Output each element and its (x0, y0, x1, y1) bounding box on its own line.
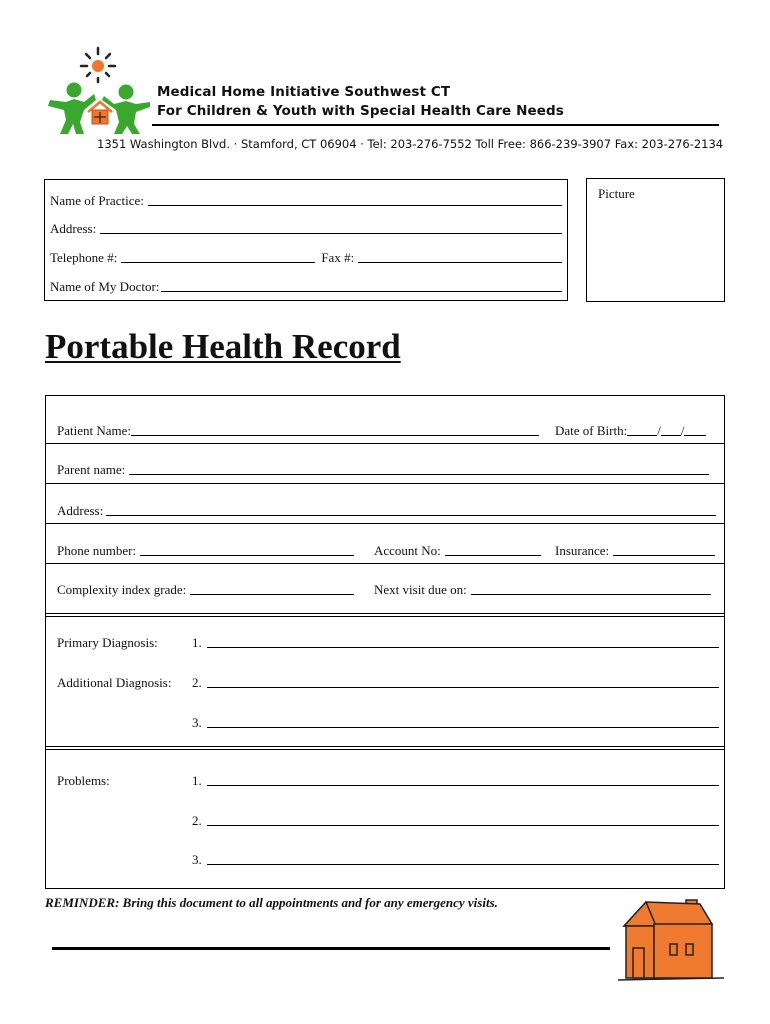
picture-label: Picture (598, 186, 635, 201)
insurance-field[interactable] (613, 555, 715, 556)
problem-1-field[interactable] (207, 785, 719, 786)
fax-label: Fax #: (321, 250, 355, 265)
patient-address-field[interactable] (106, 515, 716, 516)
parent-name-label: Parent name: (57, 462, 126, 477)
row-divider (46, 563, 724, 564)
section-divider (46, 746, 724, 750)
problem-line-3 (192, 850, 719, 868)
patient-name-field[interactable] (131, 435, 539, 436)
page-title: Portable Health Record (45, 327, 401, 366)
primary-diagnosis-label: Primary Diagnosis: (57, 635, 158, 650)
practice-name-field[interactable] (148, 205, 562, 206)
dob-row (555, 421, 706, 439)
contact-info: 1351 Washington Blvd. · Stamford, CT 06904 · Tel: 203-276-7552 Toll Free: 866-239-3907 Fax: 203-276-2134 (97, 137, 724, 151)
dob-separator: / (680, 423, 685, 438)
row-divider (46, 523, 724, 524)
organization-subtitle: For Children & Youth with Special Health Care Needs (157, 103, 564, 119)
dob-month-field[interactable] (627, 435, 657, 436)
problem-3-field[interactable] (207, 864, 719, 865)
dob-year-field[interactable] (684, 435, 706, 436)
patient-name-row (57, 421, 539, 439)
telephone-field[interactable] (121, 262, 315, 263)
problem-number: 1. (192, 773, 202, 788)
practice-phone-row (50, 248, 562, 266)
problem-line-2 (192, 811, 719, 829)
account-row (374, 541, 541, 559)
practice-name-row (50, 191, 562, 209)
telephone-label: Telephone #: (50, 250, 118, 265)
header-divider (152, 124, 719, 126)
patient-address-label: Address: (57, 503, 104, 518)
diagnosis-line-2 (192, 673, 719, 691)
parent-name-row (57, 460, 709, 478)
diagnosis-2-field[interactable] (207, 687, 719, 688)
doctor-field[interactable] (161, 291, 562, 292)
dob-label: Date of Birth: (555, 423, 628, 438)
reminder-note: REMINDER: Bring this document to all appointments and for any emergency visits. (45, 895, 498, 910)
doctor-row (50, 277, 562, 295)
diagnosis-number: 1. (192, 635, 202, 650)
complexity-label: Complexity index grade: (57, 582, 187, 597)
additional-diagnosis-label: Additional Diagnosis: (57, 675, 172, 690)
next-visit-field[interactable] (471, 594, 711, 595)
insurance-row (555, 541, 715, 559)
fax-field[interactable] (358, 262, 562, 263)
row-divider (46, 483, 724, 484)
complexity-row (57, 580, 354, 598)
parent-name-field[interactable] (129, 474, 709, 475)
row-divider (46, 443, 724, 444)
patient-name-label: Patient Name: (57, 423, 132, 438)
house-icon (616, 894, 726, 984)
diagnosis-number: 2. (192, 675, 202, 690)
problems-label: Problems: (57, 773, 110, 788)
dob-day-field[interactable] (661, 435, 681, 436)
dob-separator: / (657, 423, 661, 438)
problem-line-1 (192, 771, 719, 789)
patient-address-row (57, 501, 716, 519)
phone-row (57, 541, 354, 559)
footer-divider (52, 947, 610, 950)
diagnosis-1-field[interactable] (207, 647, 719, 648)
account-label: Account No: (374, 543, 441, 558)
phone-label: Phone number: (57, 543, 137, 558)
practice-name-label: Name of Practice: (50, 193, 144, 208)
practice-address-label: Address: (50, 221, 97, 236)
diagnosis-line-3 (192, 713, 719, 731)
problem-number: 3. (192, 852, 202, 867)
problem-2-field[interactable] (207, 825, 719, 826)
account-field[interactable] (445, 555, 541, 556)
section-divider (46, 613, 724, 617)
phone-field[interactable] (140, 555, 354, 556)
diagnosis-3-field[interactable] (207, 727, 719, 728)
complexity-field[interactable] (190, 594, 354, 595)
practice-address-row (50, 219, 562, 237)
problem-number: 2. (192, 813, 202, 828)
next-visit-row (374, 580, 711, 598)
organization-logo (44, 44, 154, 136)
insurance-label: Insurance: (555, 543, 610, 558)
diagnosis-number: 3. (192, 715, 202, 730)
next-visit-label: Next visit due on: (374, 582, 467, 597)
practice-address-field[interactable] (100, 233, 562, 234)
doctor-label: Name of My Doctor: (50, 279, 160, 294)
organization-name: Medical Home Initiative Southwest CT (157, 84, 451, 100)
diagnosis-line-1 (192, 633, 719, 651)
